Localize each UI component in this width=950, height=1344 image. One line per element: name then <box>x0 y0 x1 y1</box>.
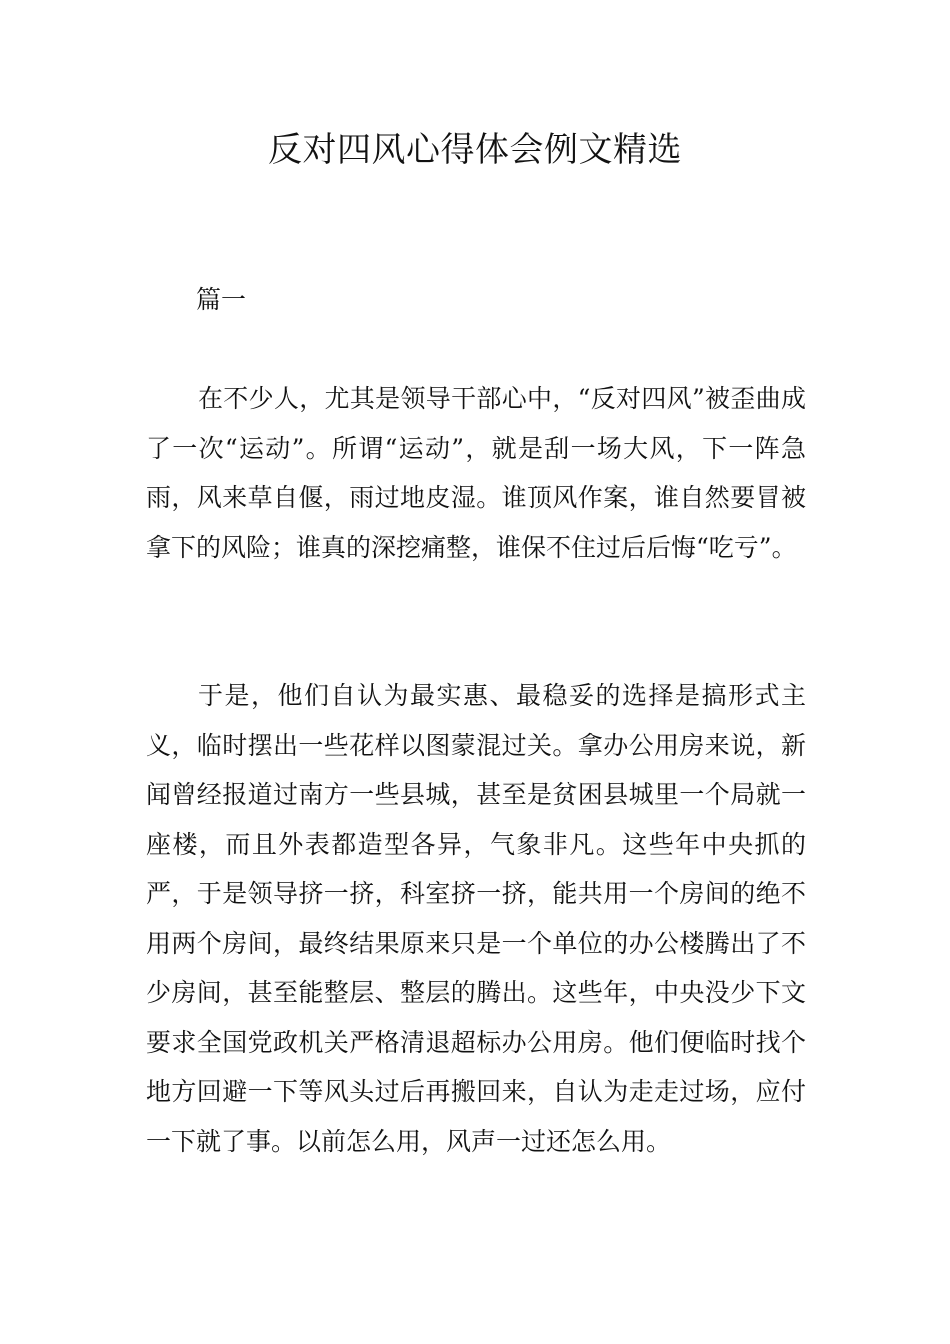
paragraph-1: 在不少人，尤其是领导干部心中，“反对四风”被歪曲成了一次“运动”。所谓“运动”，就是刮一场大风，下一阵急雨，风来草自偃，雨过地皮湿。谁顶风作案，谁自然要冒被拿下的风险；谁真的深挖痛整，谁保不住过后后悔“吃亏”。 <box>146 384 806 562</box>
document-title: 反对四风心得体会例文精选 <box>268 130 682 170</box>
section-label: 篇一 <box>196 285 247 314</box>
paragraph-2: 于是，他们自认为最实惠、最稳妥的选择是搞形式主义，临时摆出一些花样以图蒙混过关。拿办公用房来说，新闻曾经报道过南方一些县城，甚至是贫困县城里一个局就一座楼，而且外表都造型各异，气象非凡。这些年中央抓的严，于是领导挤一挤，科室挤一挤，能共用一个房间的绝不用两个房间，最终结果原来只是一个单位的办公楼腾出了不少房间，甚至能整层、整层的腾出。这些年，中央没少下文要求全国党政机关严格清退超标办公用房。他们便临时找个地方回避一下等风头过后再搬回来，自认为走走过场，应付一下就了事。以前怎么用，风声一过还怎么用。 <box>146 681 806 1156</box>
